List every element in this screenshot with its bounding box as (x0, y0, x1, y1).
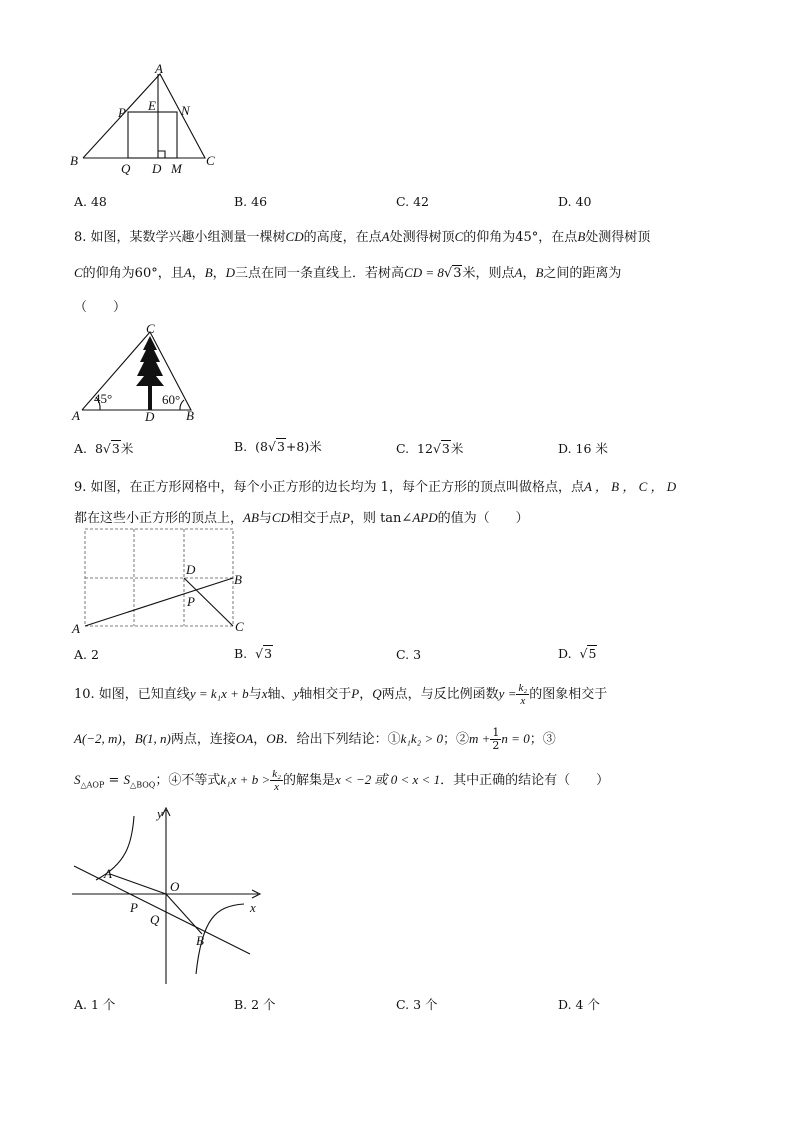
q10-area-s2: S (123, 772, 131, 787)
q8-text: 处测得树顶 (585, 230, 651, 245)
q9-label-a: A (72, 621, 80, 636)
q10-label-b: B (196, 933, 204, 948)
q10-text: 的解集是 (282, 773, 335, 788)
q10-option-a: A. 1 个 (74, 997, 116, 1012)
q8-option-d: D. 16 米 (558, 441, 608, 456)
q10-area-s2-sub: △BOQ (130, 780, 156, 790)
q8-var-cd: CD (285, 229, 304, 244)
q10-text: ；④不等式 (155, 773, 221, 788)
q8-text: 三点在同一条直线上．若树高 (235, 266, 405, 281)
q7-right-angle-mark (158, 151, 165, 158)
q7-label-a: A (155, 62, 163, 76)
q8-option-b (234, 437, 322, 455)
q7-label-d: D (152, 161, 162, 176)
q10-text: 轴、 (267, 687, 294, 702)
q8-var-c: C (74, 265, 83, 280)
q10-inverse-lhs: y = (498, 686, 517, 701)
q9-option-a: A. 2 (74, 647, 99, 662)
q10-option-d: D. 4 个 (558, 997, 600, 1012)
q10-conclusion-2a: m + (469, 731, 491, 746)
q10-frac-den: x (274, 781, 280, 793)
q10-line-pq (74, 866, 250, 954)
q8-radical-sign: √ (443, 266, 453, 281)
q10-half-num: 1 (492, 726, 500, 739)
q10-text: ， (253, 732, 267, 747)
q10-option-b: B. 2 个 (234, 997, 276, 1012)
q9-text: 9. 如图，在正方形网格中，每个小正方形的边长均为 1，每个正方形的顶点叫做格点，点 (74, 480, 584, 495)
q8-angle-label-60: 60° (162, 392, 181, 407)
q10-text: 两点，连接 (170, 732, 236, 747)
q7-label-m: M (171, 161, 182, 176)
q10-text: = (104, 773, 124, 788)
q9-figure (66, 524, 266, 638)
q9-label-d: D (186, 562, 196, 577)
q10-label-q: Q (150, 912, 160, 927)
radical-sign: √ (255, 646, 264, 661)
q10-point-b: B(1, n) (134, 731, 171, 746)
q10-text: ， (121, 732, 135, 747)
q8-label-a: A (72, 408, 80, 423)
q8-line-3: （ ） (74, 300, 127, 315)
q10-fraction-half (490, 727, 501, 752)
q9-text: 相交于点 (289, 511, 342, 526)
q8-var-a: A (514, 265, 523, 280)
q8-text: 8. 如图，某数学兴趣小组测量一棵树 (74, 230, 286, 245)
q10-option-c: C. 3 个 (396, 997, 438, 1012)
q8-angle-arc-b (180, 400, 184, 410)
q7-rectangle (128, 112, 177, 158)
q7-label-n: N (181, 103, 190, 118)
q8-option-a-coef: 8 (94, 441, 103, 456)
q9-label-b: B (234, 572, 242, 587)
q10-line-3 (74, 768, 609, 793)
q10-text: ， (359, 687, 373, 702)
q8-text: 之间的距离为 (543, 266, 622, 281)
q10-label-y: y (157, 806, 163, 821)
q9-var-apd: APD (412, 510, 438, 525)
q8-option-b-open: (8 (255, 439, 268, 454)
q10-text: ；② (442, 732, 469, 747)
q9-option-b-letter: B. (234, 646, 248, 661)
q8-line-2 (74, 262, 621, 281)
q10-var-p: P (351, 686, 360, 701)
q10-text: 与 (248, 687, 262, 702)
q8-option-a-radicand: 3 (111, 441, 120, 456)
q8-text: 的仰角为45°，在点 (463, 230, 578, 245)
q10-text: 的图象相交于 (529, 687, 608, 702)
q9-option-c: C. 3 (396, 647, 422, 662)
q8-var-b: B (204, 265, 213, 280)
q9-segment-ab (85, 578, 233, 626)
q7-label-c: C (206, 153, 215, 168)
q10-figure (66, 804, 270, 988)
q7-label-q: Q (121, 161, 131, 176)
q7-option-a: A. 48 (74, 194, 107, 209)
q10-solution-set: x < −2 或 0 < x < 1 (334, 772, 441, 787)
q10-label-p: P (130, 900, 138, 915)
q10-area-s1-sub: △AOP (80, 780, 105, 790)
q9-option-d-letter: D. (558, 646, 572, 661)
q10-conclusion-1: k₁k₂ > 0 (400, 731, 443, 746)
q8-figure (66, 320, 206, 424)
q10-inequality: k₁x + b > (220, 772, 271, 787)
q10-var-ob: OB (266, 731, 284, 746)
q8-option-c (396, 439, 463, 457)
q9-text: 都在这些小正方形的顶点上， (74, 511, 244, 526)
q10-frac-num: k₂ (518, 682, 528, 694)
q8-label-d: D (145, 409, 155, 424)
q10-line-1 (74, 682, 607, 707)
q9-option-d-radicand: 5 (588, 646, 597, 661)
q8-var-b: B (577, 229, 586, 244)
q10-label-a: A (104, 866, 112, 881)
q8-label-b: B (186, 408, 194, 423)
q8-option-b-letter: B. (234, 439, 248, 454)
q9-option-d (558, 646, 597, 661)
q10-text: 两点，与反比例函数 (381, 687, 499, 702)
q8-option-b-radicand: 3 (276, 439, 285, 454)
q9-option-b-radicand: 3 (264, 646, 273, 661)
q7-option-c: C. 42 (396, 194, 429, 209)
q10-conclusion-2b: n = 0 (501, 731, 530, 746)
q10-var-oa: OA (235, 731, 254, 746)
q10-text: 10. 如图，已知直线 (74, 687, 190, 702)
q9-text: 的值为（ ） (437, 511, 529, 526)
q10-text: 轴相交于 (299, 687, 352, 702)
q8-var-b: B (535, 265, 544, 280)
q9-points: A ， B ， C ， D (583, 479, 677, 494)
q8-text: 的高度，在点 (303, 230, 382, 245)
q10-fraction-k2-x-2 (270, 768, 283, 793)
q7-label-p: P (118, 105, 126, 120)
radical-sign: √ (102, 441, 111, 456)
q8-var-a: A (381, 229, 390, 244)
q10-line-equation: y = k₁x + b (189, 686, 249, 701)
q10-segment-oa (110, 874, 166, 894)
q8-option-a-letter: A. (74, 441, 88, 456)
tree-icon (136, 336, 164, 410)
q8-option-a-unit: 米 (120, 441, 134, 456)
q9-var-ab: AB (243, 510, 259, 525)
q7-option-b: B. 46 (234, 194, 268, 209)
q10-area-s1: S (74, 772, 81, 787)
q8-line-1 (74, 226, 650, 245)
q10-frac-num: k₂ (272, 768, 281, 780)
q8-label-c: C (146, 321, 155, 336)
q10-fraction-k2-x (516, 682, 529, 707)
radical-sign: √ (579, 646, 588, 661)
q10-var-y: y (293, 686, 300, 701)
q8-option-c-unit: 米 (450, 441, 464, 456)
q9-text: 与 (258, 511, 272, 526)
q9-text: ，则 tan∠ (349, 511, 413, 526)
q10-var-q: Q (372, 686, 382, 701)
q10-segment-ob (166, 894, 202, 934)
q8-text: 的仰角为60°，且 (82, 266, 184, 281)
q8-var-c: C (454, 229, 464, 244)
q10-label-x: x (250, 900, 256, 915)
q10-label-o: O (170, 879, 180, 894)
q8-option-b-close: +8) (285, 439, 310, 454)
q8-text: ， (212, 266, 226, 281)
q10-hyperbola-left (96, 816, 134, 880)
q9-label-p: P (187, 594, 195, 609)
q7-figure (64, 62, 224, 182)
q9-label-c: C (235, 619, 244, 634)
q8-angle-label-45: 45° (94, 391, 113, 406)
q8-option-b-unit: 米 (309, 439, 322, 454)
q7-label-b: B (70, 153, 78, 168)
q8-option-c-radicand: 3 (441, 441, 450, 456)
q8-option-a (74, 439, 133, 457)
q10-text: ．给出下列结论：① (283, 732, 401, 747)
q10-line-2 (74, 727, 556, 752)
q10-half-den: 2 (492, 739, 500, 752)
q8-option-c-letter: C. (396, 441, 410, 456)
q8-var-d: D (225, 265, 236, 280)
q8-text: ， (191, 266, 205, 281)
q9-var-p: P (342, 510, 350, 525)
radical-sign: √ (432, 441, 441, 456)
q10-var-x: x (261, 686, 268, 701)
q7-option-d: D. 40 (558, 194, 592, 209)
q8-option-c-coef: 12 (417, 441, 433, 456)
q9-line-1 (74, 476, 676, 495)
q8-equation: CD = 8 (404, 265, 444, 280)
q9-option-b (234, 646, 273, 661)
q8-var-a: A (183, 265, 192, 280)
q8-text: 米，则点 (462, 266, 515, 281)
q7-label-e: E (148, 98, 156, 113)
q9-grid (85, 529, 233, 626)
q10-text: ．其中正确的结论有（ ） (440, 773, 610, 788)
q10-point-a: A(−2, m) (74, 731, 122, 746)
q8-radicand: 3 (453, 266, 462, 281)
q8-text: ， (522, 266, 536, 281)
q10-frac-den: x (520, 695, 526, 707)
radical-sign: √ (267, 439, 276, 454)
q9-var-cd: CD (271, 510, 290, 525)
q8-text: 处测得树顶 (389, 230, 455, 245)
q10-text: ；③ (529, 732, 556, 747)
